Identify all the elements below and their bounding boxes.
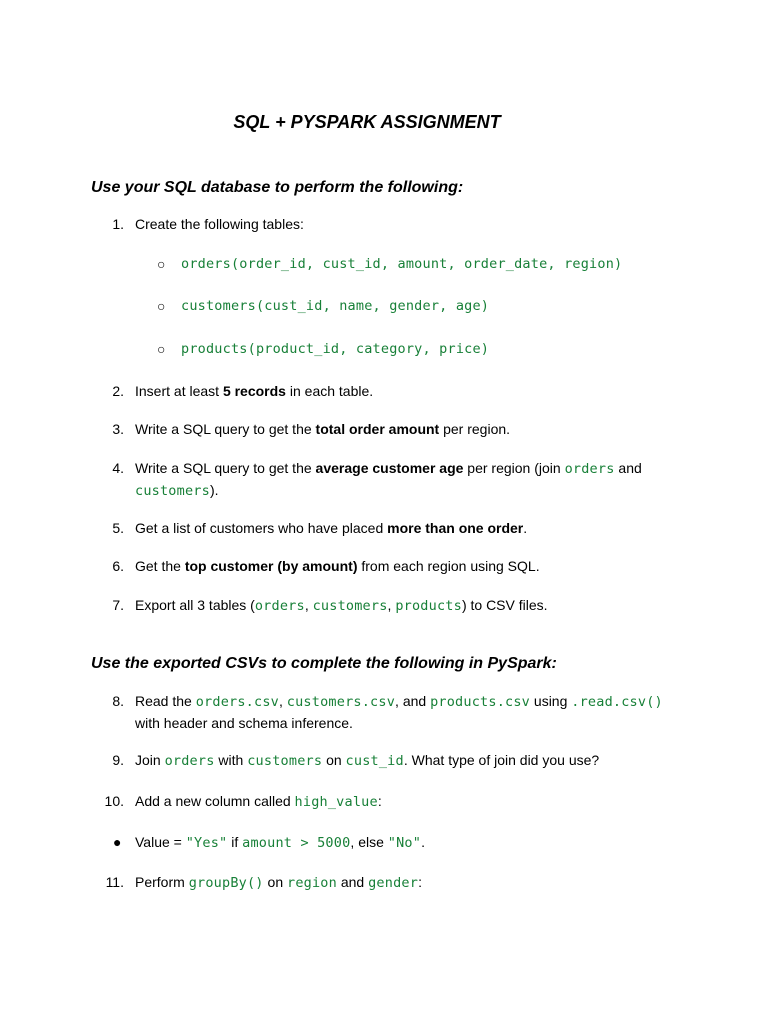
list-text: Value = "Yes" if amount > 5000, else "No". [135, 834, 425, 851]
list-text: Read the orders.csv, customers.csv, and products.csv using .read.csv() with header and schema inference. [135, 693, 663, 731]
list-number: 2. [112, 383, 124, 399]
sub-bullet-icon: ○ [157, 256, 166, 272]
list-number: 10. [104, 793, 124, 809]
list-text: Write a SQL query to get the total order amount per region. [135, 421, 511, 437]
list-number: 6. [112, 558, 124, 574]
list-text: Add a new column called high_value: [135, 793, 382, 810]
sub-bullet-icon: ○ [157, 341, 166, 357]
document-title: SQL + PYSPARK ASSIGNMENT [233, 112, 501, 132]
list-text: Join orders with customers on cust_id. What type of join did you use? [135, 752, 600, 769]
table-def-text: products(product_id, category, price) [181, 341, 490, 357]
list-text: Export all 3 tables (orders, customers, products) to CSV files. [135, 597, 548, 614]
list-text: Perform groupBy() on region and gender: [135, 874, 422, 891]
list-text: Get a list of customers who have placed more than one order. [135, 520, 528, 536]
list-number: 9. [112, 752, 124, 768]
list-number: 1. [112, 216, 124, 232]
list-text: Write a SQL query to get the average customer age per region (join orders and customers). [135, 460, 642, 499]
list-text: Get the top customer (by amount) from each region using SQL. [135, 558, 540, 574]
table-def-text: orders(order_id, cust_id, amount, order_date, region) [181, 256, 623, 272]
list-text: Insert at least 5 records in each table. [135, 383, 374, 399]
list-number: 11. [105, 874, 124, 890]
list-number: 3. [112, 421, 124, 437]
list-number: 8. [112, 693, 124, 709]
list-text: Create the following tables: [135, 216, 304, 232]
list-bullet-high-value [113, 832, 425, 853]
bullet-icon: ● [113, 834, 122, 850]
table-def-text: customers(cust_id, name, gender, age) [181, 298, 490, 314]
list-number: 4. [112, 460, 124, 476]
list-number: 5. [112, 520, 124, 536]
sub-bullet-icon: ○ [157, 298, 166, 314]
list-number: 7. [112, 597, 124, 613]
section-heading-pyspark: Use the exported CSVs to complete the following in PySpark: [91, 655, 557, 672]
section-heading-sql: Use your SQL database to perform the following: [91, 179, 464, 196]
